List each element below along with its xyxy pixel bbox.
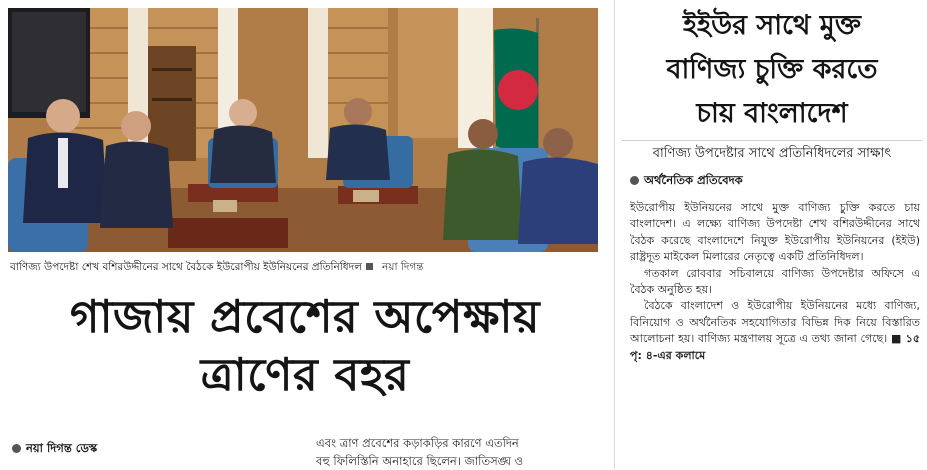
body-line: এবং ত্রাণ প্রবেশের কড়াকড়ির কারণে এতদিন: [316, 436, 519, 450]
square-bullet-icon: [366, 263, 373, 270]
right-story-subheadline: বাণিজ্য উপদেষ্টার সাথে প্রতিনিধিদলের সাক্ষাৎ: [622, 140, 922, 165]
byline-desk-text: নয়া দিগন্ত ডেস্ক: [26, 441, 98, 455]
byline-desk: [12, 440, 97, 459]
bullet-dot-icon: [630, 176, 639, 185]
right-story-body: [630, 200, 920, 364]
body-line: বহু ফিলিস্তিনি অনাহারে ছিলেন। জাতিসঙ্ঘ ও: [316, 454, 524, 468]
photo-credit: নয়া দিগন্ত: [382, 261, 424, 273]
meeting-photo-illustration: [8, 8, 598, 252]
byline-reporter: [630, 172, 743, 191]
body-paragraph: [630, 298, 920, 364]
continued-jump-link[interactable]: ■ ১৫ পৃ: ৪-এর কলামে: [630, 332, 920, 362]
headline-line: বাণিজ্য চুক্তি করতে: [666, 54, 878, 85]
column-divider: [614, 0, 615, 469]
photo-caption: [10, 258, 600, 276]
byline-reporter-text: অর্থনৈতিক প্রতিবেদক: [644, 173, 743, 187]
body-paragraph: ইউরোপীয় ইউনিয়নের সাথে মুক্ত বাণিজ্য চুক্তি করতে চায় বাংলাদেশ। এ লক্ষ্যে বাণিজ্য উপদেষ্টা শেখ বশিরউদ্দীনের সাথে বৈঠক করেছে বাংলাদেশে নিযুক্ত ইউরোপীয় ইউনিয়নের (ইইউ) রাষ্ট্রদূত মাইকেল মিলারের নেতৃত্বে একটি প্রতিনিধিদল।: [630, 201, 920, 264]
left-story-headline: [10, 288, 600, 404]
news-photo: [8, 8, 598, 252]
right-story-headline: [622, 4, 922, 136]
headline-line: ত্রাণের বহর: [200, 348, 410, 401]
bullet-dot-icon: [12, 444, 21, 453]
headline-line: ইইউর সাথে মুক্ত: [683, 10, 861, 41]
body-paragraph: গতকাল রোববার সচিবালয়ে বাণিজ্য উপদেষ্টার অফিসে এ বৈঠক অনুষ্ঠিত হয়।: [630, 266, 920, 297]
headline-line: গাজায় প্রবেশের অপেক্ষায়: [70, 290, 540, 343]
headline-line: চায় বাংলাদেশ: [696, 98, 848, 129]
left-story-body: [316, 434, 602, 470]
body-paragraph-text: বৈঠকে বাংলাদেশ ও ইউরোপীয় ইউনিয়নের মধ্যে বাণিজ্য, বিনিয়োগ ও অর্থনৈতিক সহযোগিতার বিভিন্ন দিক নিয়ে বিস্তারিত আলোচনা হয়। বাণিজ্য মন্ত্রণালয় সূত্রে এ তথ্য জানা গেছে।: [630, 299, 920, 346]
photo-caption-text: বাণিজ্য উপদেষ্টা শেখ বশিরউদ্দীনের সাথে বৈঠকে ইউরোপীয় ইউনিয়নের প্রতিনিধিদল: [10, 261, 363, 273]
